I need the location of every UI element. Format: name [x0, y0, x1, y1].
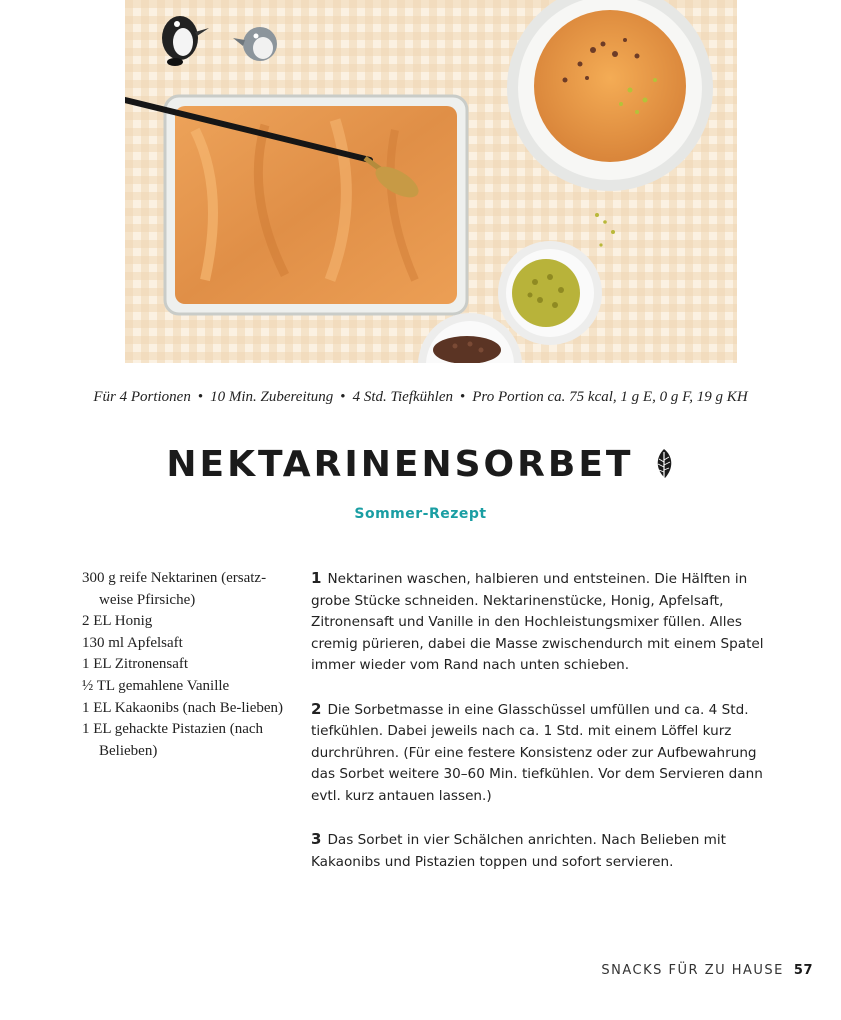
- separator-dot: •: [340, 389, 346, 405]
- prep-time: 10 Min. Zubereitung: [210, 389, 334, 405]
- freeze-time: 4 Std. Tiefkühlen: [352, 389, 453, 405]
- pistachio-bowl: [498, 241, 602, 345]
- title-row: [0, 444, 841, 485]
- ingredient-item: 1 EL gehackte Pistazien (nach Belieben): [82, 721, 264, 759]
- step-list: [311, 568, 781, 895]
- step-item: [311, 829, 781, 873]
- step-number: 3: [311, 830, 322, 849]
- step-number: 1: [311, 569, 322, 587]
- ingredient-item: 2 EL Honig: [82, 613, 153, 630]
- leaf-icon: [653, 448, 675, 482]
- section-name: SNACKS FÜR ZU HAUSE: [601, 963, 784, 978]
- ingredient-item: 1 EL Kakaonibs (nach Be-lieben): [82, 699, 284, 716]
- glass-dish: [165, 96, 467, 314]
- recipe-subtitle: Sommer-Rezept: [354, 506, 487, 522]
- ingredient-item: 130 ml Apfelsaft: [82, 634, 183, 651]
- step-text: Nektarinen waschen, halbieren und entsteinen. Die Hälften in grobe Stücke schneiden. Nektarinenstücke, Honig, Apfelsaft, Zitronensaft und Vanille in den Hochleistungsmixer füllen. Alles cremig pürieren, dabei die Masse zwischendurch mit einem Spatel immer wieder vom Rand nach unten schieben.: [311, 571, 764, 674]
- separator-dot: •: [459, 389, 466, 405]
- step-text: Das Sorbet in vier Schälchen anrichten. Nach Belieben mit Kakaonibs und Pistazien toppen und sofort servieren.: [311, 832, 726, 870]
- ingredient-item: 1 EL Zitronensaft: [82, 656, 189, 673]
- recipe-title: NEKTARINENSORBET: [166, 444, 634, 485]
- ingredient-list: [82, 568, 292, 762]
- step-number: 2: [311, 699, 322, 718]
- portions: Für 4 Portionen: [93, 389, 191, 405]
- ingredient-item: ½ TL gemahlene Vanille: [82, 677, 230, 694]
- page-footer: [601, 963, 813, 978]
- step-item: [311, 699, 781, 808]
- ingredient-item: 300 g reife Nektarinen (ersatz-weise Pfirsiche): [82, 570, 267, 608]
- page-number: 57: [793, 963, 813, 978]
- separator-dot: •: [197, 389, 204, 405]
- step-text: Die Sorbetmasse in eine Glasschüssel umfüllen und ca. 4 Std. tiefkühlen. Dabei jeweils nach ca. 1 Std. mit einem Löffel kurz durchrühren. (Für eine festere Konsistenz oder zur Aufbewahrung das Sorbet weitere 30–60 Min. tiefkühlen. Vor dem Servieren dann evtl. kurz antauen lassen.): [311, 701, 763, 804]
- recipe-photo: [125, 0, 737, 363]
- nutrition-info: Pro Portion ca. 75 kcal, 1 g E, 0 g F, 19 g KH: [472, 389, 748, 405]
- step-item: [311, 568, 781, 677]
- recipe-meta: [0, 389, 841, 406]
